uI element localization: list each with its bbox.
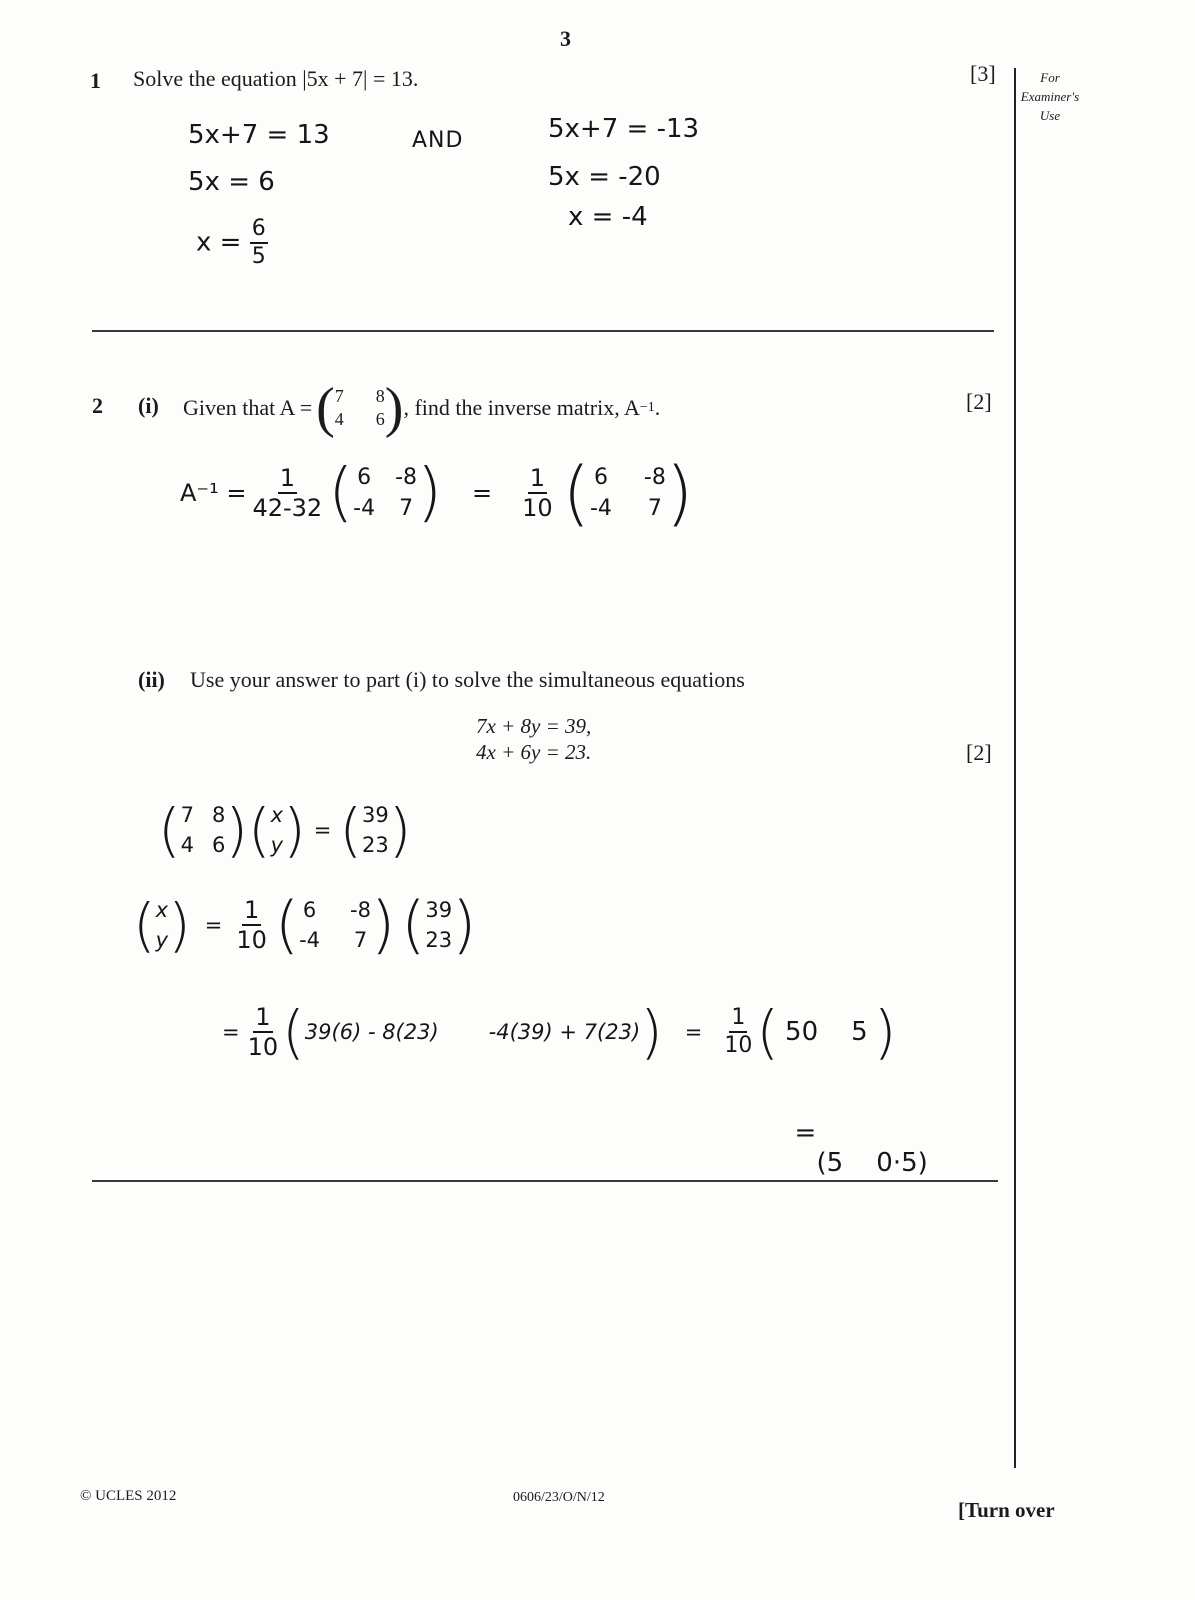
row-right-paren: ) [640, 998, 663, 1066]
fraction-numerator: 1 [529, 464, 546, 492]
margin-label-line: Examiner's [1020, 89, 1080, 104]
vector-left-paren: ( [133, 891, 156, 959]
vector-left-paren: ( [248, 796, 271, 864]
divider [92, 330, 994, 332]
q2-part-ii-text: Use your answer to part (i) to solve the simultaneous equations [190, 667, 745, 692]
q1-work-line: 5x+7 = -13 [548, 114, 700, 144]
matrix-cell: 8 [212, 803, 226, 827]
unknown-vector [271, 803, 283, 857]
vector-left-paren: ( [401, 888, 426, 961]
matrix-right-paren: ) [417, 456, 443, 530]
equals-sign: = [313, 818, 332, 842]
matrix-left-paren: ( [562, 452, 590, 534]
matrix-cell: -4 [299, 928, 321, 952]
equals-sign: = [472, 479, 493, 507]
equals-sign: = [794, 1118, 817, 1148]
rhs-vector [362, 803, 389, 857]
q1-text: Solve the equation |5x + 7| = 13. [133, 66, 419, 91]
fraction [252, 466, 322, 520]
q2-text-end: . [654, 395, 661, 420]
fraction-denominator: 42-32 [252, 494, 323, 522]
fraction-denominator: 10 [522, 494, 553, 522]
row-left-paren: ( [282, 998, 305, 1066]
q1-work-fraction [196, 218, 268, 268]
matrix-cell: -8 [350, 898, 371, 922]
matrix-right-paren: ) [225, 796, 249, 864]
matrix-cell: 7 [334, 386, 344, 406]
q1-x-equals: x = [196, 227, 242, 258]
margin-line [1014, 68, 1016, 1468]
row-result: 50 5 [785, 1017, 868, 1047]
matrix-cell: 6 [357, 465, 372, 490]
q2-working-line-1 [158, 790, 411, 870]
fraction-numerator: 1 [243, 896, 260, 924]
equals-sign: = [222, 1020, 240, 1044]
matrix-left-paren: ( [158, 796, 181, 864]
row-entry-2: -4(39) + 7(23) [488, 1020, 641, 1044]
fraction [724, 1007, 752, 1057]
q1-work-line: 5x = 6 [188, 167, 275, 197]
q2-part-ii-marks: [2] [966, 740, 992, 765]
unknown-vector [156, 898, 168, 952]
vector-right-paren: ) [168, 891, 191, 959]
q2-part-i-text [183, 378, 660, 438]
vector-cell: 23 [362, 833, 389, 857]
footer-turn-over: [Turn over [958, 1498, 1055, 1522]
matrix-cell: 7 [647, 496, 662, 521]
q2-number: 2 [92, 393, 103, 418]
q2-part-i-marks: [2] [966, 389, 992, 414]
q2-part-ii-label: (ii) [138, 667, 165, 692]
fraction-numerator: 1 [279, 464, 295, 492]
matrix-cell: 4 [334, 409, 344, 429]
fraction [522, 466, 553, 520]
matrix-cell: 8 [375, 386, 385, 406]
q1-and: AND [412, 128, 464, 153]
matrix-cell: 7 [180, 803, 195, 827]
fraction-numerator: 1 [255, 1003, 271, 1031]
matrix-A [335, 386, 385, 430]
fraction [236, 898, 267, 952]
inverse-matrix-simplified [590, 465, 666, 521]
margin-label-line: For [1040, 70, 1060, 85]
vector-right-paren: ) [388, 796, 412, 864]
matrix-right-paren: ) [665, 452, 694, 534]
fraction-numerator: 1 [729, 1007, 747, 1033]
matrix-right-paren: ) [370, 888, 396, 961]
inverse-lhs: A⁻¹ = [180, 479, 247, 507]
vector-left-paren: ( [339, 796, 362, 864]
footer-code: 0606/23/O/N/12 [513, 1490, 605, 1505]
matrix-cell: 6 [375, 409, 385, 429]
q2-working-line-4 [778, 1088, 928, 1178]
q2-part-i-label: (i) [138, 393, 159, 418]
matrix-left-paren: ( [316, 377, 335, 439]
q2-working-line-3 [222, 992, 896, 1072]
row-left-paren: ( [756, 998, 780, 1066]
matrix-cell: -8 [643, 465, 666, 490]
final-answer: (5 0·5) [816, 1148, 928, 1178]
q2-working-line-2 [133, 885, 476, 965]
matrix-cell: 7 [353, 928, 368, 952]
vector-cell: 39 [425, 898, 453, 922]
inverse-matrix [353, 465, 417, 521]
matrix-cell: -8 [395, 465, 418, 490]
vector-cell: 39 [362, 803, 389, 827]
vector-cell: x [270, 803, 284, 827]
fraction-denominator: 5 [251, 244, 266, 269]
q1-number: 1 [90, 68, 101, 93]
row-entry-1: 39(6) - 8(23) [304, 1020, 439, 1044]
superscript: −1 [639, 400, 655, 415]
matrix-left-paren: ( [328, 456, 354, 530]
equals-sign: = [684, 1020, 703, 1044]
matrix-cell: -4 [353, 496, 376, 521]
vector-cell: y [155, 928, 169, 952]
fraction-numerator: 6 [250, 218, 268, 244]
examiner-margin-label [1020, 68, 1080, 125]
matrix-cell: 6 [593, 465, 608, 490]
matrix-cell: -4 [589, 496, 612, 521]
q2-inverse-working [180, 448, 693, 538]
vector-cell: x [155, 898, 169, 922]
q1-work-line: x = -4 [568, 202, 648, 232]
matrix-left-paren: ( [274, 888, 300, 961]
fraction [250, 218, 268, 268]
rhs-vector [425, 898, 452, 952]
footer-copyright: © UCLES 2012 [80, 1488, 177, 1504]
q1-work-line: 5x = -20 [548, 162, 661, 192]
fraction-denominator: 10 [247, 1033, 279, 1061]
vector-cell: 23 [425, 928, 453, 952]
fraction [248, 1005, 279, 1059]
q2-text-mid: , find the inverse matrix, A [403, 395, 640, 420]
divider [92, 1180, 998, 1182]
page-number: 3 [560, 26, 571, 51]
inverse-matrix [299, 898, 371, 952]
row-right-paren: ) [873, 998, 897, 1066]
equals-sign: = [204, 913, 223, 937]
matrix-cell: 7 [399, 496, 414, 521]
margin-label-line: Use [1039, 108, 1061, 123]
q1-marks: [3] [970, 61, 996, 86]
q1-work-line: 5x+7 = 13 [188, 120, 330, 150]
fraction-denominator: 10 [724, 1033, 753, 1058]
equation-1: 7x + 8y = 39, [476, 714, 592, 738]
q2-text-start: Given that A = [183, 395, 313, 420]
equation-2: 4x + 6y = 23. [476, 740, 592, 764]
vector-right-paren: ) [283, 796, 306, 864]
matrix-cell: 6 [212, 833, 226, 857]
matrix-cell: 4 [180, 833, 195, 857]
matrix-right-paren: ) [384, 377, 404, 439]
vector-right-paren: ) [452, 888, 477, 961]
coefficient-matrix [181, 803, 226, 857]
fraction-denominator: 10 [236, 926, 267, 954]
matrix-cell: 6 [302, 898, 317, 922]
vector-cell: y [270, 833, 284, 857]
